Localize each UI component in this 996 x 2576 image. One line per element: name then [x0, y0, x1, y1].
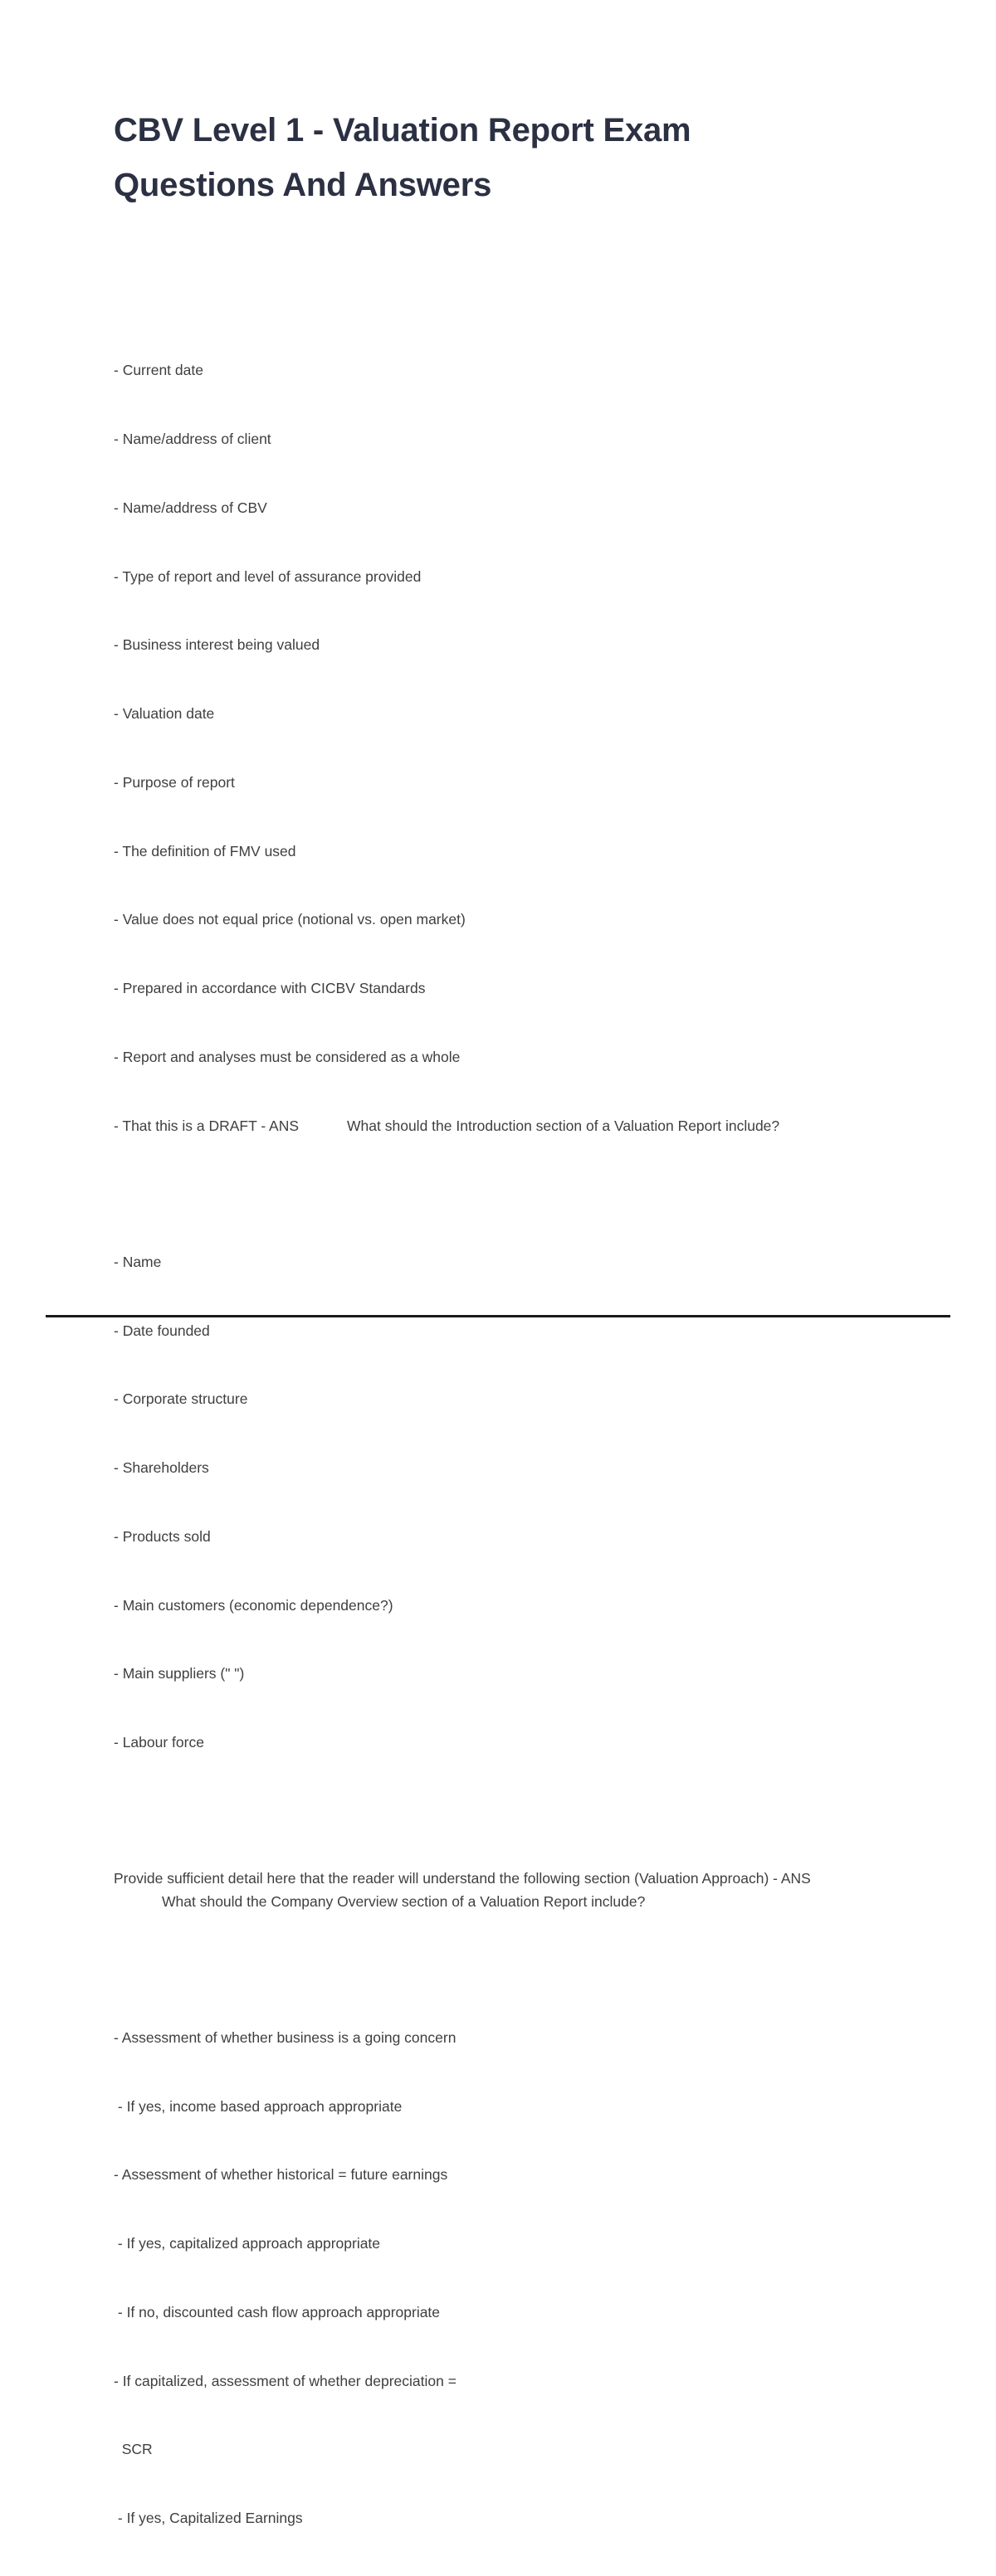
list-item: - If capitalized, assessment of whether depreciation =	[114, 2372, 456, 2389]
list-item: - Shareholders	[114, 1459, 209, 1477]
list-item: - Type of report and level of assurance provided	[114, 567, 422, 585]
company-overview-answer-block	[114, 1205, 886, 1800]
list-item: - The definition of FMV used	[114, 842, 296, 859]
list-item: - Valuation date	[114, 705, 215, 723]
list-item: - Name/address of client	[114, 430, 271, 447]
list-item: - Business interest being valued	[114, 636, 320, 654]
list-item: - Corporate structure	[114, 1390, 248, 1408]
list-item: - Main suppliers (" ")	[114, 1665, 245, 1682]
answer-question-line	[114, 1115, 815, 1138]
answer-marker: - That this is a DRAFT - ANS	[114, 1117, 300, 1134]
provide-detail-note-block	[114, 1822, 886, 1960]
question-text: What should the Introduction section of a Valuation Report include?	[347, 1117, 780, 1134]
list-item: - If no, discounted cash flow approach appropriate	[114, 2303, 441, 2320]
list-item: - Value does not equal price (notional vs. open market)	[114, 911, 466, 928]
answer-marker: Provide sufficient detail here that the reader will understand the following section (Valuation Approach) - ANS	[114, 1870, 811, 1887]
footer-divider	[46, 1315, 950, 1317]
intro-section-answer-block	[114, 314, 886, 1184]
list-item: - Date founded	[114, 1322, 210, 1339]
list-item: - Products sold	[114, 1527, 211, 1545]
document-content	[114, 0, 886, 2576]
list-item: - Name	[114, 1253, 162, 1270]
list-item: - Labour force	[114, 1734, 204, 1751]
list-item: - Current date	[114, 362, 203, 379]
list-item: - Name/address of CBV	[114, 499, 267, 516]
list-item: - Purpose of report	[114, 773, 235, 791]
list-item: - Report and analyses must be considered as a whole	[114, 1049, 461, 1065]
list-item: - Prepared in accordance with CICBV Standards	[114, 980, 426, 997]
list-item: - If yes, income based approach appropriate	[114, 2097, 403, 2115]
list-item: - Main customers (economic dependence?)	[114, 1596, 393, 1614]
question-text: What should the Company Overview section of a Valuation Report include?	[162, 1892, 646, 1910]
page-title: CBV Level 1 - Valuation Report Exam Questions And Answers	[114, 112, 691, 203]
list-item: - Assessment of whether business is a going concern	[114, 2028, 456, 2046]
answer-question-line	[114, 1867, 815, 1913]
list-item: - If yes, capitalized approach appropriate	[114, 2235, 381, 2252]
list-item: - Assessment of whether historical = future earnings	[114, 2166, 448, 2184]
valuation-approach-answer-block	[114, 1981, 886, 2576]
list-item-continuation: SCR	[114, 2441, 153, 2458]
list-item: - If yes, Capitalized Earnings	[114, 2510, 303, 2527]
